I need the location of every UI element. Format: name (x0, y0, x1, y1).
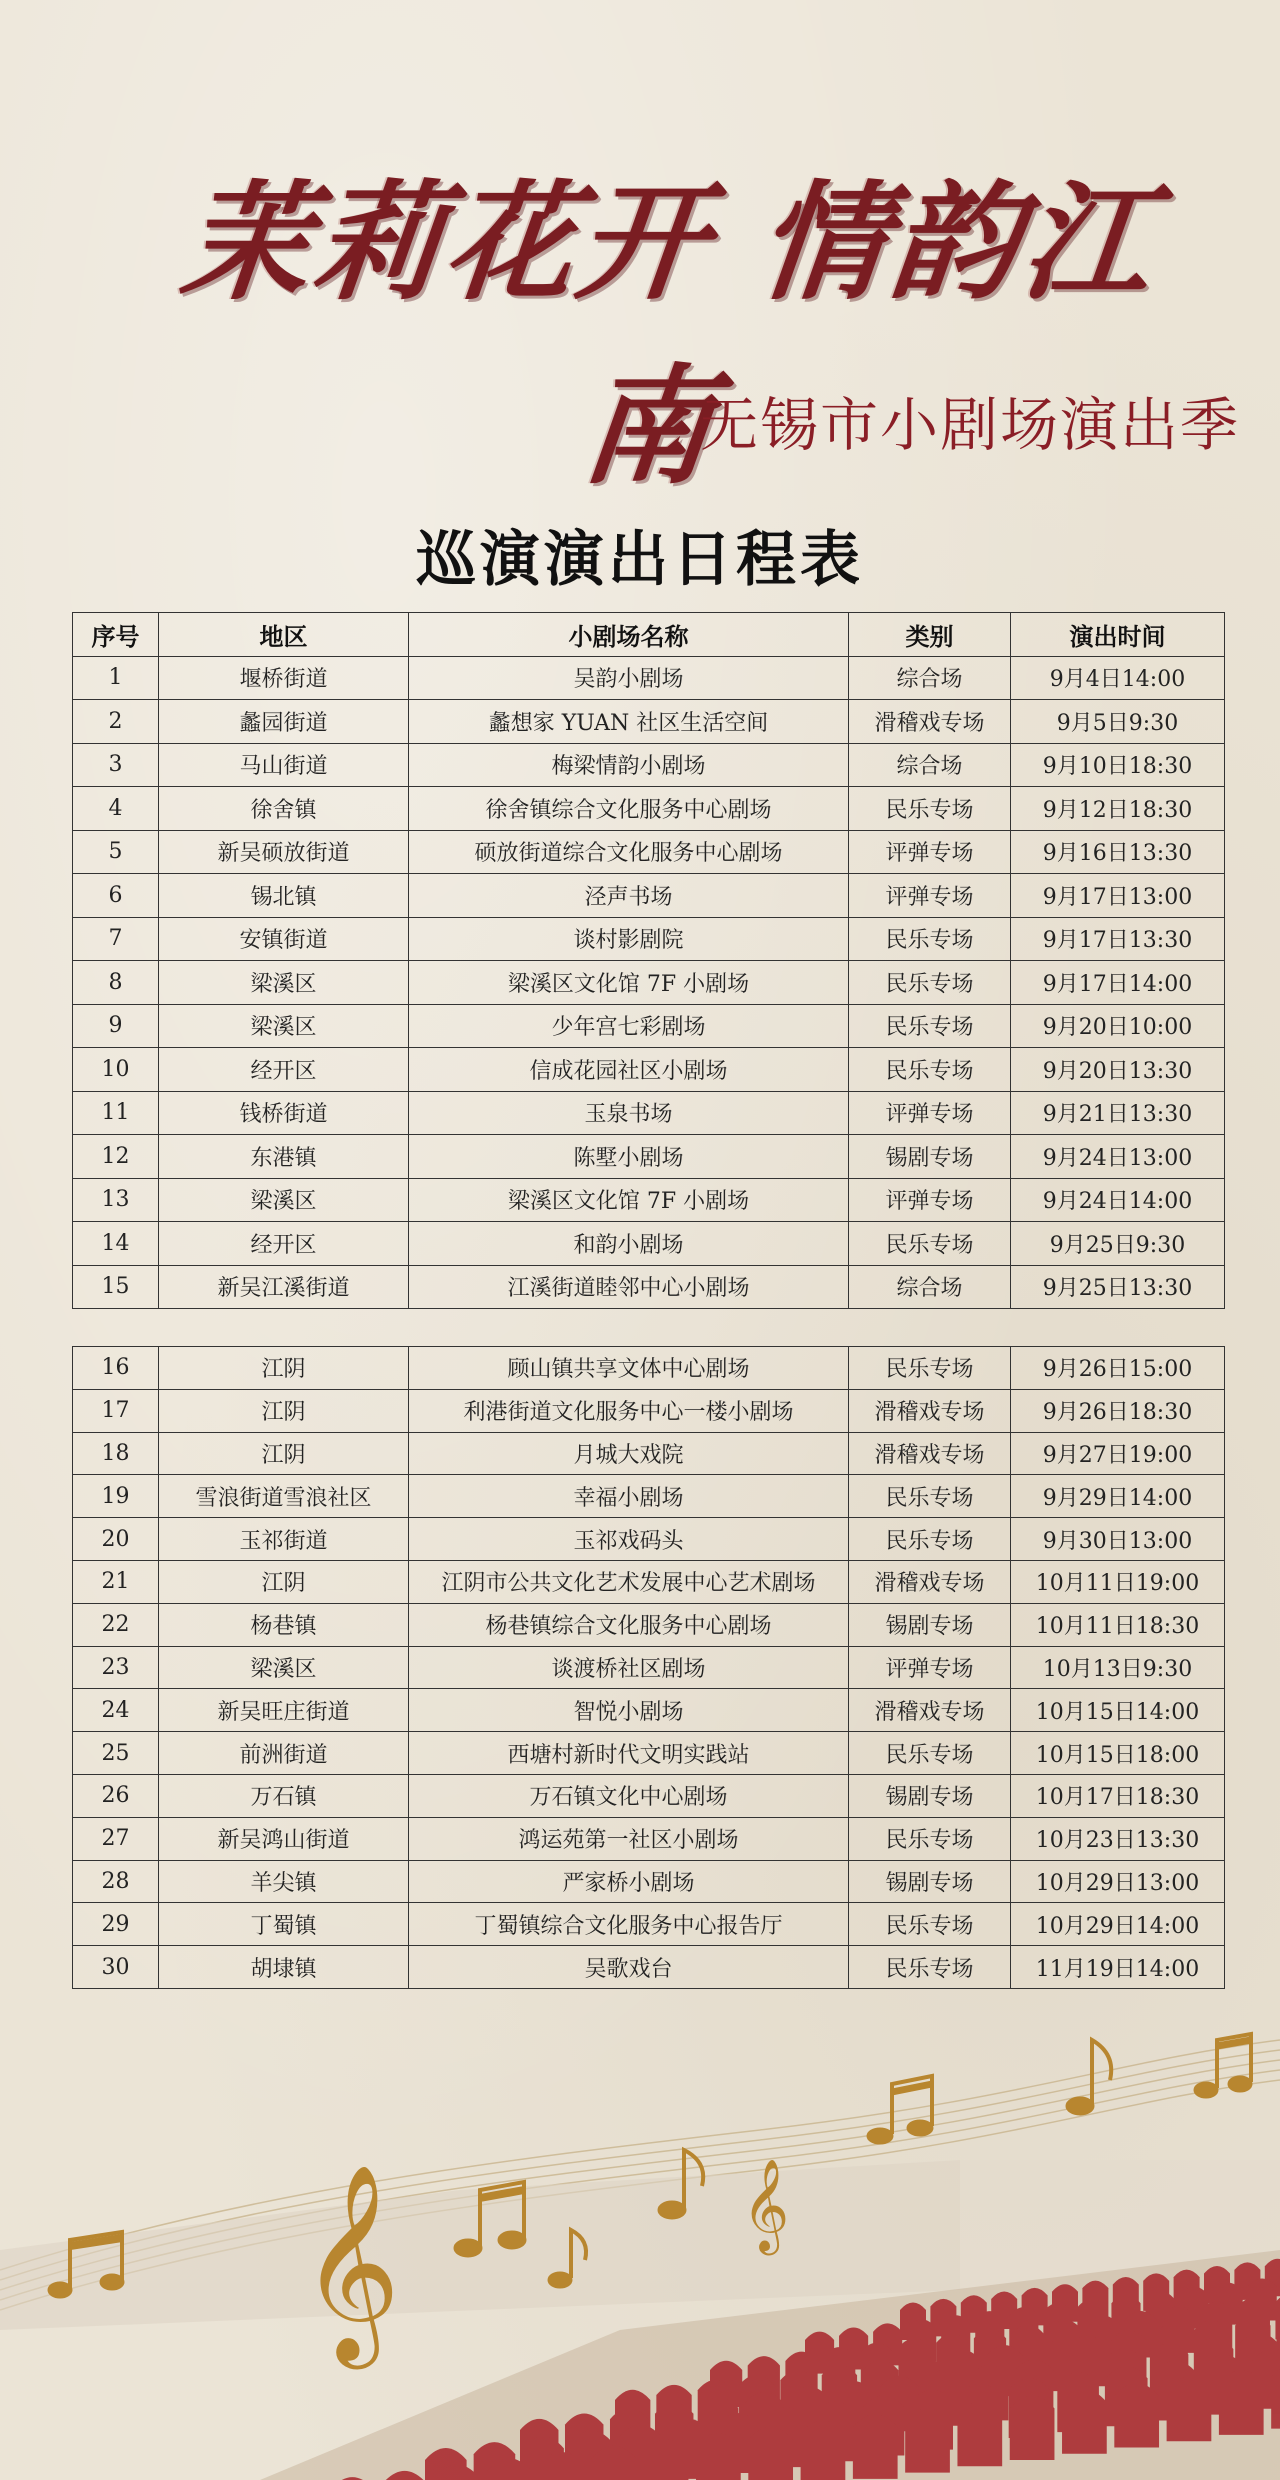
cell-region: 江阴 (159, 1432, 409, 1475)
cell-region: 羊尖镇 (159, 1860, 409, 1903)
cell-venue: 梁溪区文化馆 7F 小剧场 (409, 961, 849, 1005)
table-row (73, 1004, 1225, 1048)
cell-venue: 谈渡桥社区剧场 (409, 1646, 849, 1689)
theater-seat (1062, 2389, 1107, 2454)
cell-category: 民乐专场 (849, 1004, 1011, 1048)
cell-index: 21 (73, 1560, 159, 1603)
cell-time: 9月29日14:00 (1011, 1475, 1225, 1518)
cell-index: 15 (73, 1265, 159, 1309)
cell-venue: 吴韵小剧场 (409, 656, 849, 700)
table-row (73, 1732, 1225, 1775)
cell-category: 民乐专场 (849, 1817, 1011, 1860)
cell-category: 民乐专场 (849, 917, 1011, 961)
theater-seat (1010, 2396, 1055, 2461)
cell-time: 9月10日18:30 (1011, 743, 1225, 787)
cell-category: 民乐专场 (849, 1222, 1011, 1266)
theater-seat (748, 2427, 793, 2480)
cell-index: 18 (73, 1432, 159, 1475)
cell-time: 10月29日13:00 (1011, 1860, 1225, 1903)
cell-region: 梁溪区 (159, 1646, 409, 1689)
cell-venue: 梅梁情韵小剧场 (409, 743, 849, 787)
cell-region: 经开区 (159, 1222, 409, 1266)
cell-time: 10月11日18:30 (1011, 1603, 1225, 1646)
cell-index: 2 (73, 700, 159, 744)
cell-venue: 和韵小剧场 (409, 1222, 849, 1266)
cell-category: 评弹专场 (849, 1178, 1011, 1222)
table-body-part1 (73, 656, 1225, 1309)
table-row (73, 1518, 1225, 1561)
cell-category: 民乐专场 (849, 787, 1011, 831)
cell-index: 19 (73, 1475, 159, 1518)
cell-time: 9月5日9:30 (1011, 700, 1225, 744)
cell-category: 民乐专场 (849, 961, 1011, 1005)
cell-region: 新吴硕放街道 (159, 830, 409, 874)
cell-time: 9月30日13:00 (1011, 1518, 1225, 1561)
cell-index: 27 (73, 1817, 159, 1860)
cell-region: 新吴鸿山街道 (159, 1817, 409, 1860)
main-title: 茉莉花开 情韵江南 (174, 168, 1163, 502)
cell-category: 评弹专场 (849, 874, 1011, 918)
cell-time: 10月17日18:30 (1011, 1774, 1225, 1817)
cell-venue: 智悦小剧场 (409, 1689, 849, 1732)
table-row (73, 1222, 1225, 1266)
table-row (73, 1265, 1225, 1309)
cell-index: 29 (73, 1903, 159, 1946)
cell-time: 9月26日18:30 (1011, 1389, 1225, 1432)
cell-time: 9月25日13:30 (1011, 1265, 1225, 1309)
cell-region: 东港镇 (159, 1135, 409, 1179)
table-row (73, 700, 1225, 744)
cell-index: 16 (73, 1347, 159, 1390)
cell-venue: 梁溪区文化馆 7F 小剧场 (409, 1178, 849, 1222)
svg-text:𝄞: 𝄞 (300, 2163, 401, 2361)
cell-region: 蠡园街道 (159, 700, 409, 744)
cell-index: 28 (73, 1860, 159, 1903)
table-row (73, 656, 1225, 700)
cell-region: 万石镇 (159, 1774, 409, 1817)
cell-time: 9月16日13:30 (1011, 830, 1225, 874)
cell-venue: 玉祁戏码头 (409, 1518, 849, 1561)
cell-venue: 江溪街道睦邻中心小剧场 (409, 1265, 849, 1309)
cell-region: 雪浪街道雪浪社区 (159, 1475, 409, 1518)
table-row (73, 1178, 1225, 1222)
table-row (73, 1774, 1225, 1817)
table-header-row (73, 613, 1225, 657)
cell-index: 20 (73, 1518, 159, 1561)
cell-category: 评弹专场 (849, 1646, 1011, 1689)
cell-index: 3 (73, 743, 159, 787)
cell-venue: 杨巷镇综合文化服务中心剧场 (409, 1603, 849, 1646)
cell-region: 锡北镇 (159, 874, 409, 918)
cell-time: 10月13日9:30 (1011, 1646, 1225, 1689)
cell-venue: 硕放街道综合文化服务中心剧场 (409, 830, 849, 874)
cell-region: 江阴 (159, 1560, 409, 1603)
cell-category: 民乐专场 (849, 1903, 1011, 1946)
cell-index: 22 (73, 1603, 159, 1646)
cell-index: 13 (73, 1178, 159, 1222)
cell-venue: 信成花园社区小剧场 (409, 1048, 849, 1092)
cell-category: 滑稽戏专场 (849, 1560, 1011, 1603)
cell-category: 民乐专场 (849, 1475, 1011, 1518)
cell-category: 滑稽戏专场 (849, 1689, 1011, 1732)
table-row (73, 1389, 1225, 1432)
cell-index: 1 (73, 656, 159, 700)
schedule-title: 巡演演出日程表 (416, 525, 864, 595)
cell-index: 24 (73, 1689, 159, 1732)
cell-category: 评弹专场 (849, 830, 1011, 874)
table-row (73, 1048, 1225, 1092)
cell-category: 滑稽戏专场 (849, 1389, 1011, 1432)
theater-seat (801, 2421, 846, 2480)
cell-venue: 顾山镇共享文体中心剧场 (409, 1347, 849, 1390)
cell-venue: 玉泉书场 (409, 1091, 849, 1135)
cell-venue: 江阴市公共文化艺术发展中心艺术剧场 (409, 1560, 849, 1603)
cell-region: 新吴旺庄街道 (159, 1689, 409, 1732)
schedule-table-part1 (72, 612, 1225, 1309)
cell-region: 经开区 (159, 1048, 409, 1092)
cell-time: 10月15日18:00 (1011, 1732, 1225, 1775)
cell-region: 丁蜀镇 (159, 1903, 409, 1946)
cell-index: 23 (73, 1646, 159, 1689)
table-body-part2 (73, 1347, 1225, 1989)
cell-index: 4 (73, 787, 159, 831)
theater-seat (1167, 2377, 1212, 2442)
cell-region: 梁溪区 (159, 1004, 409, 1048)
table-row (73, 743, 1225, 787)
cell-time: 11月19日14:00 (1011, 1946, 1225, 1989)
cell-time: 9月26日15:00 (1011, 1347, 1225, 1390)
schedule-table-part2 (72, 1346, 1225, 1989)
cell-category: 民乐专场 (849, 1518, 1011, 1561)
cell-region: 江阴 (159, 1347, 409, 1390)
cell-venue: 少年宫七彩剧场 (409, 1004, 849, 1048)
cell-category: 民乐专场 (849, 1048, 1011, 1092)
cell-category: 民乐专场 (849, 1946, 1011, 1989)
table-row (73, 1946, 1225, 1989)
subtitle: 无锡市小剧场演出季 (699, 391, 1240, 459)
theater-seat (853, 2414, 898, 2479)
cell-region: 杨巷镇 (159, 1603, 409, 1646)
cell-index: 6 (73, 874, 159, 918)
cell-time: 9月4日14:00 (1011, 656, 1225, 700)
cell-index: 26 (73, 1774, 159, 1817)
cell-region: 马山街道 (159, 743, 409, 787)
col-header-category: 类别 (849, 613, 1011, 657)
cell-time: 9月21日13:30 (1011, 1091, 1225, 1135)
table-row (73, 1903, 1225, 1946)
cell-category: 综合场 (849, 743, 1011, 787)
cell-index: 11 (73, 1091, 159, 1135)
table-row (73, 1560, 1225, 1603)
cell-region: 梁溪区 (159, 961, 409, 1005)
cell-category: 综合场 (849, 656, 1011, 700)
col-header-region: 地区 (159, 613, 409, 657)
cell-venue: 利港街道文化服务中心一楼小剧场 (409, 1389, 849, 1432)
table-row (73, 1475, 1225, 1518)
table-row (73, 1646, 1225, 1689)
cell-time: 10月23日13:30 (1011, 1817, 1225, 1860)
cell-index: 7 (73, 917, 159, 961)
cell-time: 9月12日18:30 (1011, 787, 1225, 831)
svg-text:𝄞: 𝄞 (742, 2158, 790, 2251)
cell-time: 9月17日14:00 (1011, 961, 1225, 1005)
cell-venue: 陈墅小剧场 (409, 1135, 849, 1179)
cell-venue: 泾声书场 (409, 874, 849, 918)
table-row (73, 874, 1225, 918)
cell-region: 玉祁街道 (159, 1518, 409, 1561)
cell-index: 14 (73, 1222, 159, 1266)
col-header-index: 序号 (73, 613, 159, 657)
cell-venue: 丁蜀镇综合文化服务中心报告厅 (409, 1903, 849, 1946)
cell-category: 民乐专场 (849, 1347, 1011, 1390)
theater-seat (1114, 2383, 1159, 2448)
table-row (73, 1817, 1225, 1860)
cell-time: 9月17日13:30 (1011, 917, 1225, 961)
cell-category: 滑稽戏专场 (849, 1432, 1011, 1475)
cell-category: 滑稽戏专场 (849, 700, 1011, 744)
table-row (73, 1432, 1225, 1475)
cell-index: 17 (73, 1389, 159, 1432)
cell-venue: 谈村影剧院 (409, 917, 849, 961)
table-row (73, 1860, 1225, 1903)
cell-venue: 鸿运苑第一社区小剧场 (409, 1817, 849, 1860)
cell-time: 10月15日14:00 (1011, 1689, 1225, 1732)
cell-venue: 严家桥小剧场 (409, 1860, 849, 1903)
cell-category: 锡剧专场 (849, 1860, 1011, 1903)
cell-time: 10月29日14:00 (1011, 1903, 1225, 1946)
cell-index: 10 (73, 1048, 159, 1092)
cell-index: 12 (73, 1135, 159, 1179)
table-row (73, 1091, 1225, 1135)
cell-index: 8 (73, 961, 159, 1005)
table-row (73, 1347, 1225, 1390)
col-header-time: 演出时间 (1011, 613, 1225, 657)
cell-region: 新吴江溪街道 (159, 1265, 409, 1309)
table-row (73, 1135, 1225, 1179)
theater-seat (905, 2408, 950, 2473)
cell-region: 前洲街道 (159, 1732, 409, 1775)
cell-time: 9月17日13:00 (1011, 874, 1225, 918)
cell-region: 钱桥街道 (159, 1091, 409, 1135)
theater-seat (957, 2402, 1002, 2467)
table-row (73, 1603, 1225, 1646)
cell-index: 30 (73, 1946, 159, 1989)
cell-region: 梁溪区 (159, 1178, 409, 1222)
table-row (73, 830, 1225, 874)
cell-time: 9月20日13:30 (1011, 1048, 1225, 1092)
theater-seat (1219, 2370, 1264, 2435)
cell-region: 胡埭镇 (159, 1946, 409, 1989)
table-row (73, 961, 1225, 1005)
cell-time: 9月24日13:00 (1011, 1135, 1225, 1179)
cell-venue: 西塘村新时代文明实践站 (409, 1732, 849, 1775)
cell-index: 5 (73, 830, 159, 874)
theater-seat (696, 2433, 741, 2480)
cell-region: 堰桥街道 (159, 656, 409, 700)
table-row (73, 1689, 1225, 1732)
cell-index: 9 (73, 1004, 159, 1048)
cell-category: 民乐专场 (849, 1732, 1011, 1775)
cell-time: 9月20日10:00 (1011, 1004, 1225, 1048)
cell-category: 锡剧专场 (849, 1135, 1011, 1179)
cell-time: 9月24日14:00 (1011, 1178, 1225, 1222)
cell-region: 徐舍镇 (159, 787, 409, 831)
cell-time: 9月27日19:00 (1011, 1432, 1225, 1475)
cell-category: 评弹专场 (849, 1091, 1011, 1135)
cell-time: 10月11日19:00 (1011, 1560, 1225, 1603)
cell-venue: 徐舍镇综合文化服务中心剧场 (409, 787, 849, 831)
cell-category: 锡剧专场 (849, 1774, 1011, 1817)
col-header-venue: 小剧场名称 (409, 613, 849, 657)
cell-index: 25 (73, 1732, 159, 1775)
cell-venue: 幸福小剧场 (409, 1475, 849, 1518)
cell-venue: 蠡想家 YUAN 社区生活空间 (409, 700, 849, 744)
cell-venue: 万石镇文化中心剧场 (409, 1774, 849, 1817)
cell-time: 9月25日9:30 (1011, 1222, 1225, 1266)
cell-category: 综合场 (849, 1265, 1011, 1309)
cell-venue: 吴歌戏台 (409, 1946, 849, 1989)
table-row (73, 787, 1225, 831)
decoration-music-theater (0, 2000, 1280, 2480)
table-row (73, 917, 1225, 961)
cell-category: 锡剧专场 (849, 1603, 1011, 1646)
cell-region: 安镇街道 (159, 917, 409, 961)
cell-region: 江阴 (159, 1389, 409, 1432)
cell-venue: 月城大戏院 (409, 1432, 849, 1475)
